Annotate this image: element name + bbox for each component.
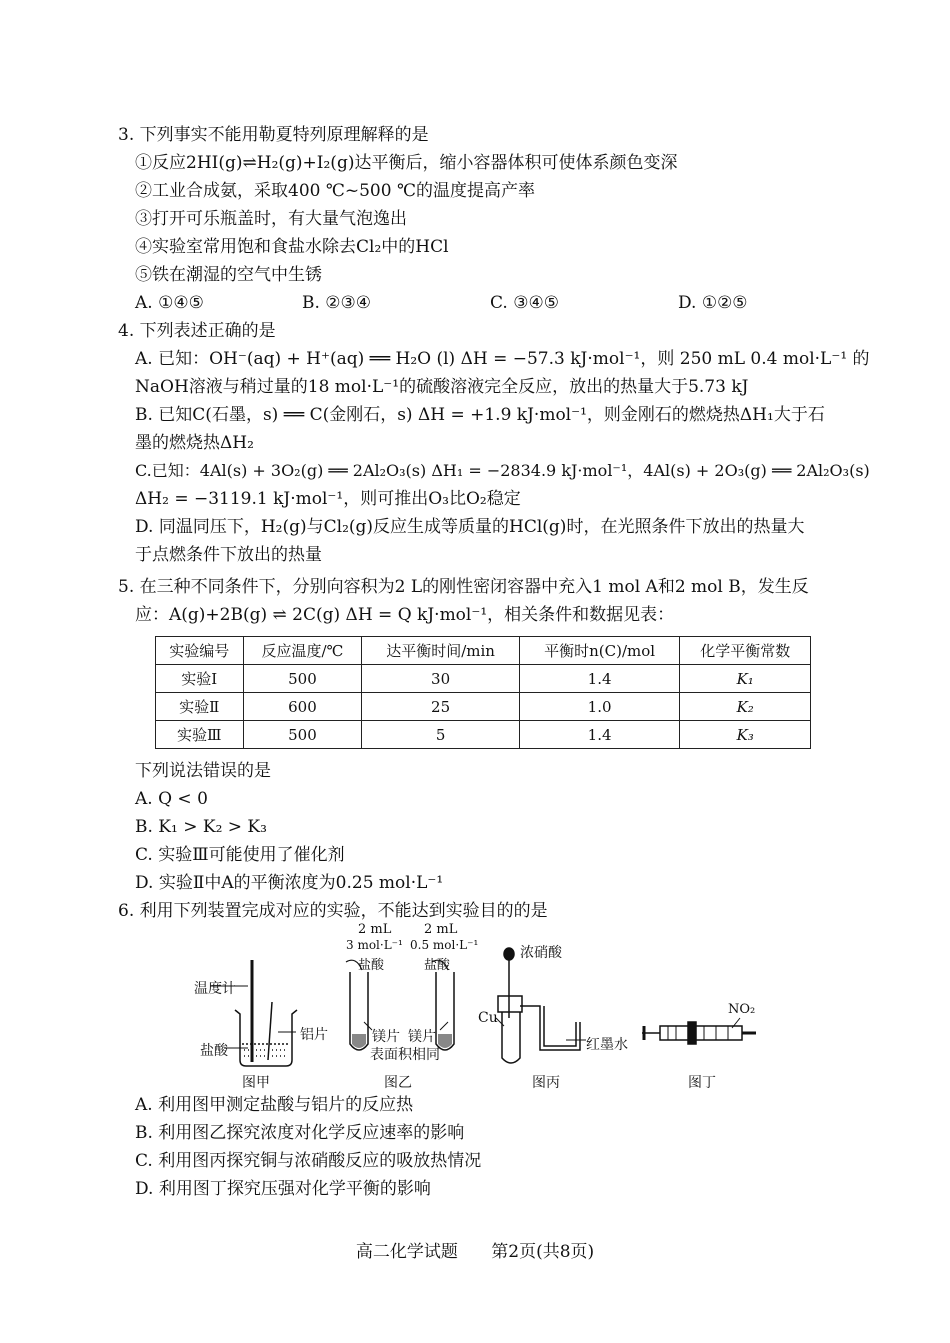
footer-page-number: 第2页(共8页) <box>491 1242 595 1262</box>
q6-stem: 6. 利用下列装置完成对应的实验，不能达到实验目的的是 <box>118 901 548 921</box>
flask-apparatus <box>496 948 586 1063</box>
q4-option-d-line1: D. 同温同压下，H₂(g)与Cl₂(g)反应生成等质量的HCl(g)时，在光照条件下放出的热量大 <box>135 517 805 537</box>
q5-stem-line1: 5. 在三种不同条件下，分别向容积为2 L的刚性密闭容器中充入1 mol A和2 mol B，发生反 <box>118 577 809 597</box>
label-thermometer: 温度计 <box>194 981 236 997</box>
q3-option-c: C. ③④⑤ <box>490 293 559 313</box>
q3-stem: 3. 下列事实不能用勒夏特列原理解释的是 <box>118 125 429 145</box>
table-cell: 25 <box>362 693 519 721</box>
label-hno3: 浓硝酸 <box>520 945 562 961</box>
table-cell: 实验Ⅱ <box>156 693 244 721</box>
q5-data-table <box>155 636 811 749</box>
label-cu: Cu <box>478 1010 498 1026</box>
table-row <box>156 721 811 749</box>
label-fig-c: 图丙 <box>532 1075 560 1091</box>
table-cell: 1.4 <box>519 721 680 749</box>
label-fig-d: 图丁 <box>688 1075 716 1091</box>
table-cell: 500 <box>243 721 362 749</box>
q4-option-a-line1: A. 已知：OH⁻(aq) + H⁺(aq) ══ H₂O (l) ΔH = −57.3 kJ·mol⁻¹，则 250 mL 0.4 mol·L⁻¹ 的 <box>135 349 870 369</box>
q4-option-b-line1: B. 已知C(石墨，s) ══ C(金刚石，s) ΔH = +1.9 kJ·mol⁻¹，则金刚石的燃烧热ΔH₁大于石 <box>135 405 825 425</box>
q5-stem-line2: 应：A(g)+2B(g) ⇌ 2C(g) ΔH = Q kJ·mol⁻¹，相关条件和数据见表： <box>135 605 675 625</box>
label-acid-1: 盐酸 <box>358 958 385 973</box>
q5-option-a: A. Q < 0 <box>135 789 208 809</box>
q3-option-b: B. ②③④ <box>302 293 372 313</box>
q5-option-c: C. 实验Ⅲ可能使用了催化剂 <box>135 845 345 865</box>
label-conc-2: 0.5 mol·L⁻¹ <box>410 938 479 952</box>
table-cell: 5 <box>362 721 519 749</box>
label-fig-b: 图乙 <box>384 1075 412 1091</box>
q4-option-c-line1: C.已知：4Al(s) + 3O₂(g) ══ 2Al₂O₃(s) ΔH₁ = −2834.9 kJ·mol⁻¹，4Al(s) + 2O₃(g) ══ 2Al₂O₃(s) <box>135 461 870 480</box>
table-header: 平衡时n(C)/mol <box>519 637 680 665</box>
table-row <box>156 693 811 721</box>
label-vol-2: 2 mL <box>424 922 458 937</box>
label-mg-2: 镁片 <box>408 1029 436 1045</box>
q3-item-3: ③打开可乐瓶盖时，有大量气泡逸出 <box>135 209 407 229</box>
label-ink: 红墨水 <box>586 1037 628 1053</box>
q4-option-d-line2: 于点燃条件下放出的热量 <box>135 545 322 565</box>
label-vol-1: 2 mL <box>358 922 392 937</box>
table-cell: 600 <box>243 693 362 721</box>
table-header: 达平衡时间/min <box>362 637 519 665</box>
table-header-row <box>156 637 811 665</box>
q3-item-1: ①反应2HI(g)⇌H₂(g)+I₂(g)达平衡后，缩小容器体积可使体系颜色变深 <box>135 153 678 173</box>
label-mg-1: 镁片 <box>372 1029 400 1045</box>
table-header: 化学平衡常数 <box>680 637 811 665</box>
page-footer <box>0 1237 950 1262</box>
table-header: 实验编号 <box>156 637 244 665</box>
table-cell: 1.0 <box>519 693 680 721</box>
q3-option-d: D. ①②⑤ <box>678 293 748 313</box>
test-tubes-apparatus <box>346 960 454 1050</box>
table-cell: K₃ <box>680 721 811 749</box>
table-header: 反应温度/℃ <box>243 637 362 665</box>
q6-option-a: A. 利用图甲测定盐酸与铝片的反应热 <box>135 1095 414 1115</box>
q4-option-c-line2: ΔH₂ = −3119.1 kJ·mol⁻¹，则可推出O₃比O₂稳定 <box>135 489 521 509</box>
table-cell: K₁ <box>680 665 811 693</box>
label-no2: NO₂ <box>728 1002 756 1017</box>
label-al: 铝片 <box>300 1027 328 1043</box>
q3-item-5: ⑤铁在潮湿的空气中生锈 <box>135 265 322 285</box>
table-row <box>156 665 811 693</box>
apparatus-drawings <box>160 922 800 1092</box>
table-cell: 1.4 <box>519 665 680 693</box>
label-fig-a: 图甲 <box>242 1075 270 1091</box>
label-surface: 表面积相同 <box>370 1047 440 1063</box>
q6-option-d: D. 利用图丁探究压强对化学平衡的影响 <box>135 1179 431 1199</box>
q4-option-b-line2: 墨的燃烧热ΔH₂ <box>135 433 254 453</box>
label-hcl: 盐酸 <box>200 1043 228 1059</box>
q3-option-a: A. ①④⑤ <box>135 293 204 313</box>
q5-option-d: D. 实验Ⅱ中A的平衡浓度为0.25 mol·L⁻¹ <box>135 873 444 893</box>
q4-option-a-line2: NaOH溶液与稍过量的18 mol·L⁻¹的硫酸溶液完全反应，放出的热量大于5.73 kJ <box>135 377 749 397</box>
q3-item-4: ④实验室常用饱和食盐水除去Cl₂中的HCl <box>135 237 449 257</box>
table-cell: 实验Ⅲ <box>156 721 244 749</box>
table-cell: 500 <box>243 665 362 693</box>
q6-figures <box>160 922 800 1092</box>
table-cell: 实验Ⅰ <box>156 665 244 693</box>
q5-option-b: B. K₁ > K₂ > K₃ <box>135 817 267 837</box>
footer-title: 高二化学试题 <box>355 1242 458 1262</box>
q5-sub-stem: 下列说法错误的是 <box>135 761 271 781</box>
table-cell: 30 <box>362 665 519 693</box>
q3-item-2: ②工业合成氨，采取400 ℃~500 ℃的温度提高产率 <box>135 181 535 201</box>
q6-option-c: C. 利用图丙探究铜与浓硝酸反应的吸放热情况 <box>135 1151 482 1171</box>
table-cell: K₂ <box>680 693 811 721</box>
q4-stem: 4. 下列表述正确的是 <box>118 321 276 341</box>
q6-option-b: B. 利用图乙探究浓度对化学反应速率的影响 <box>135 1123 465 1143</box>
label-conc-1: 3 mol·L⁻¹ <box>346 938 403 952</box>
label-acid-2: 盐酸 <box>424 958 451 973</box>
syringe-apparatus <box>642 1018 756 1044</box>
